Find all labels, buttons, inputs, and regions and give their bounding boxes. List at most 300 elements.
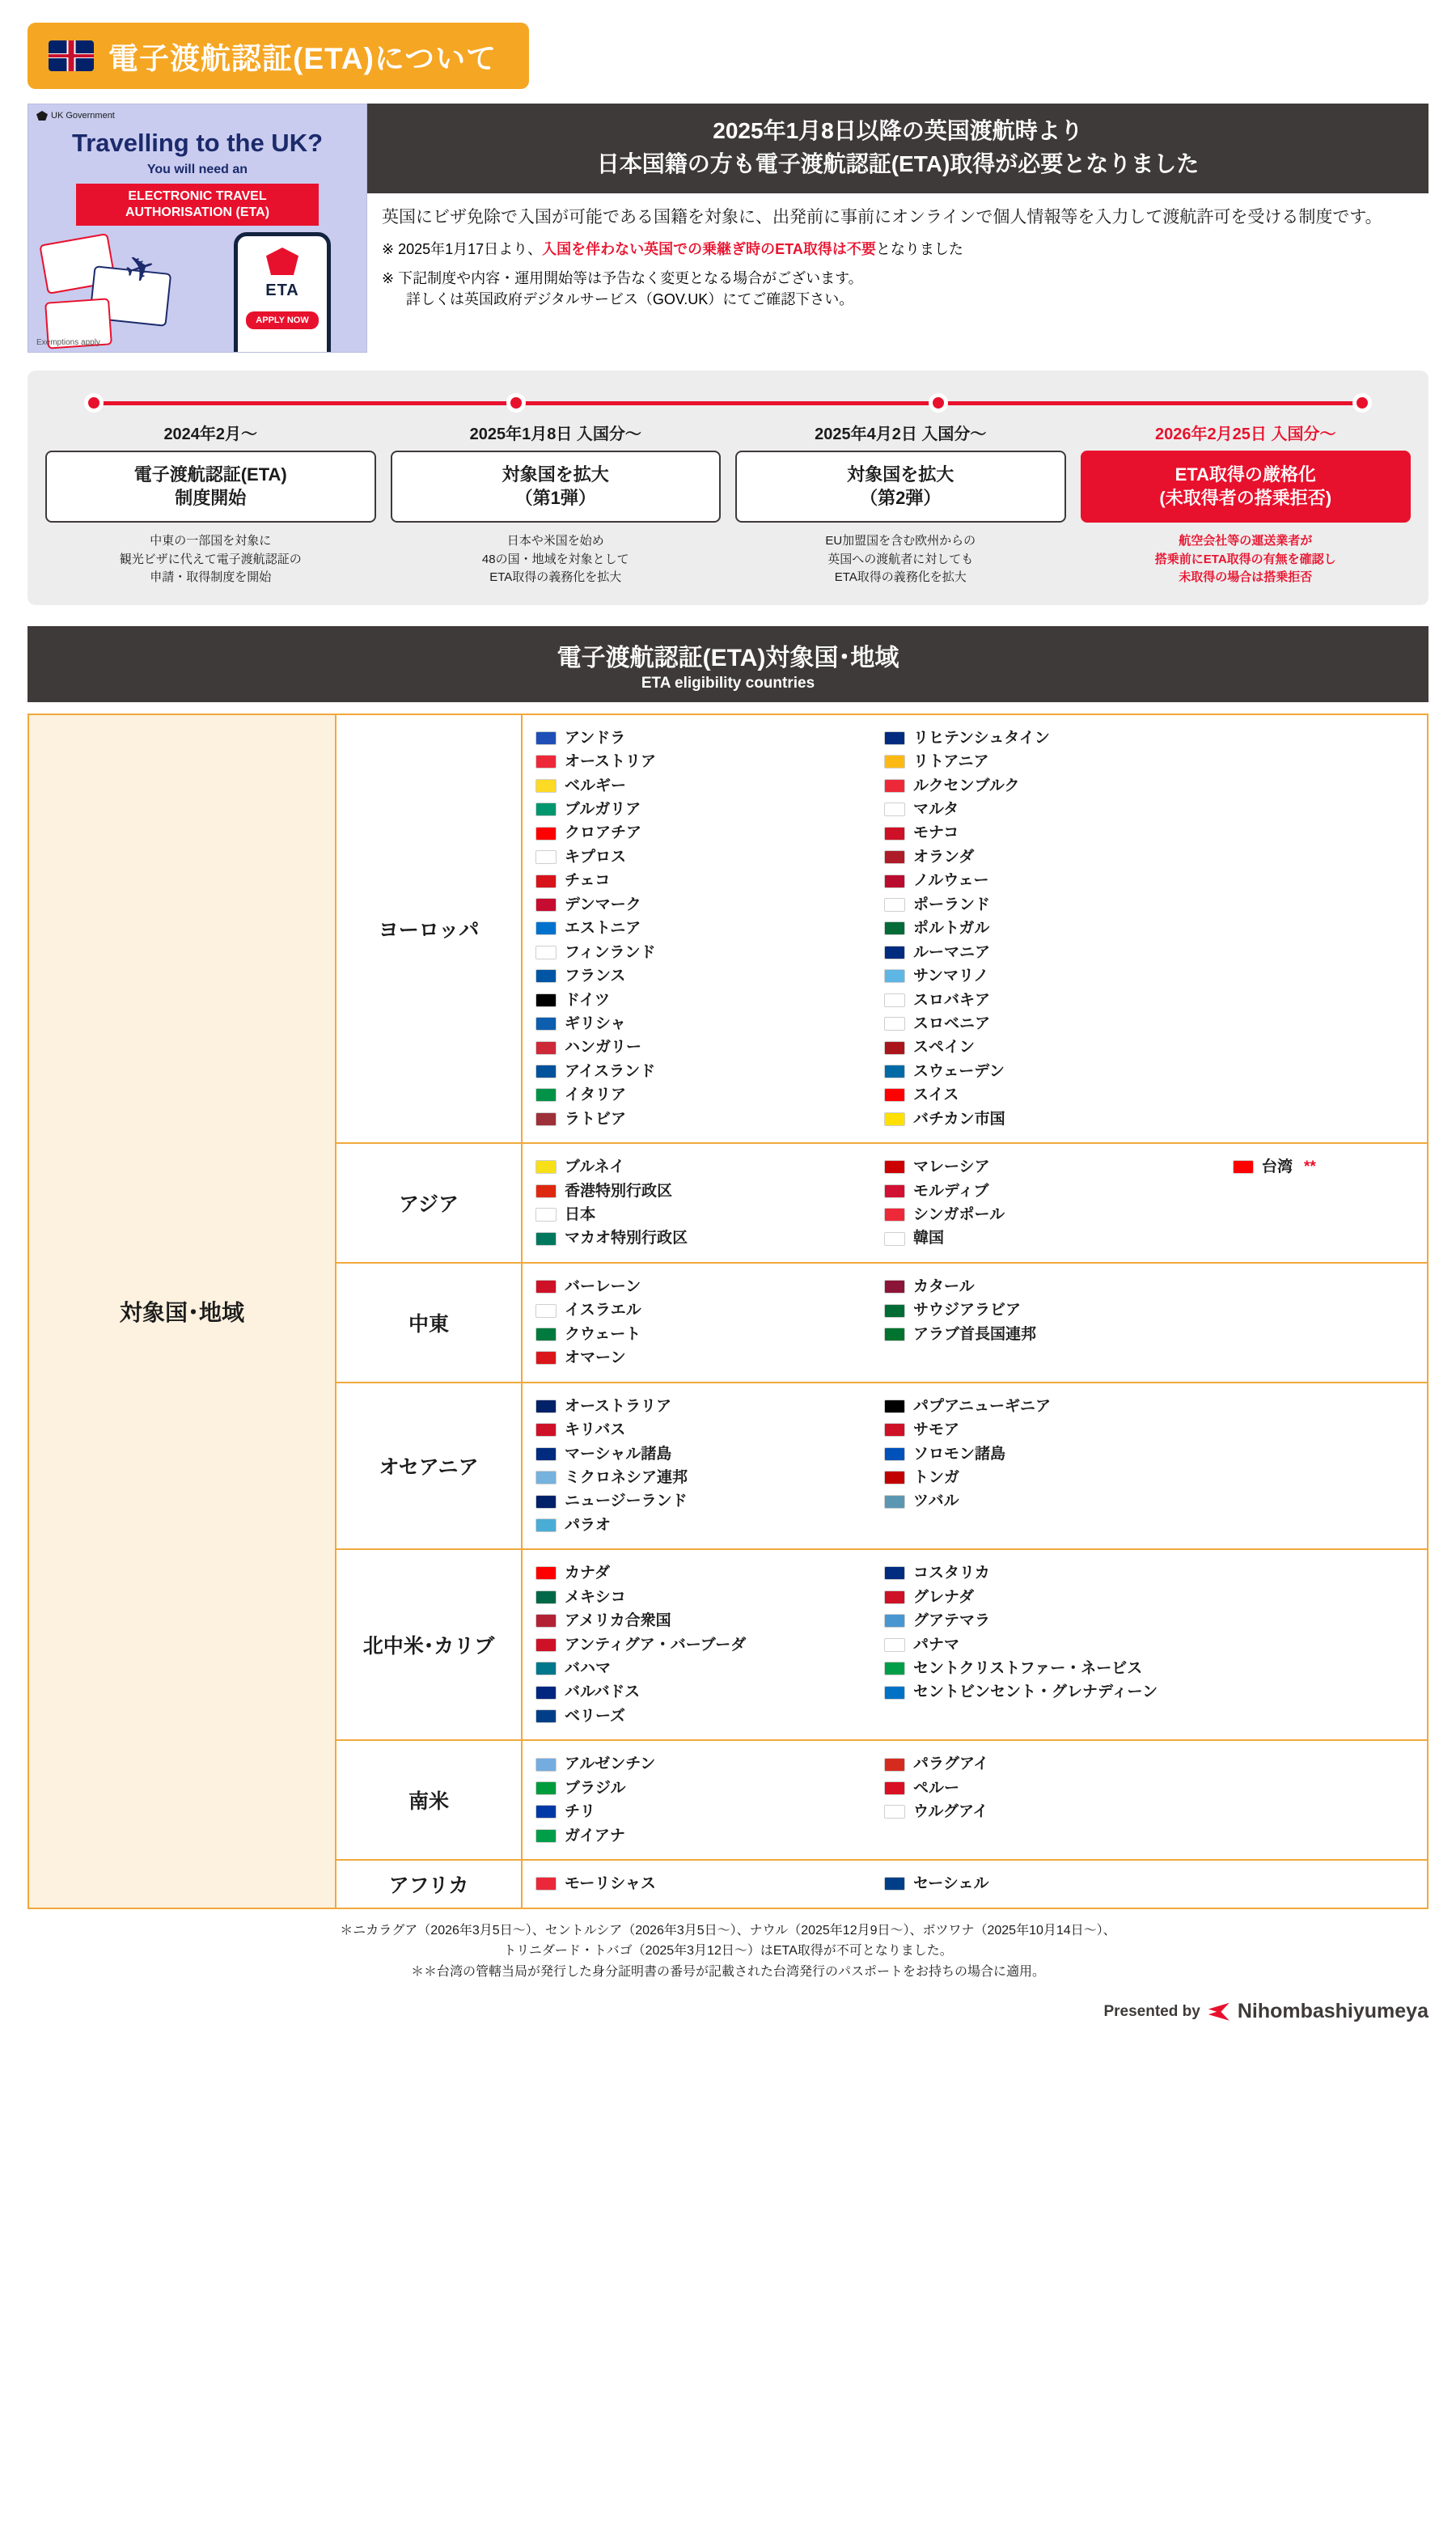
country-flag-icon bbox=[535, 1065, 557, 1078]
timeline-item-2 bbox=[391, 421, 722, 587]
country-item bbox=[884, 1155, 1233, 1179]
country-name: アメリカ合衆国 bbox=[565, 1612, 671, 1630]
table-rows bbox=[336, 715, 1427, 1908]
country-flag-icon bbox=[535, 1400, 557, 1413]
country-name: スロバキア bbox=[913, 991, 991, 1009]
crown-icon bbox=[36, 111, 48, 121]
country-name: マレーシア bbox=[913, 1158, 990, 1176]
country-item bbox=[535, 1514, 884, 1537]
timeline-desc-line1: 中東の一部国を対象に bbox=[150, 534, 272, 548]
country-item bbox=[884, 1012, 1233, 1035]
poster-title: Travelling to the UK? bbox=[71, 129, 324, 157]
country-name: セーシェル bbox=[913, 1875, 989, 1893]
country-item bbox=[884, 774, 1233, 798]
country-name: ラトビア bbox=[565, 1110, 627, 1128]
timeline-dot-4 bbox=[1352, 393, 1372, 413]
country-name: ブルガリア bbox=[565, 801, 641, 818]
country-flag-icon bbox=[884, 1423, 905, 1437]
country-name: パラオ bbox=[565, 1516, 612, 1534]
country-name: パナマ bbox=[913, 1636, 960, 1654]
timeline-dot-3 bbox=[929, 393, 948, 413]
country-name: マーシャル諸島 bbox=[565, 1445, 672, 1463]
country-name: ルクセンブルク bbox=[913, 777, 1020, 794]
country-name: ギリシャ bbox=[565, 1014, 626, 1032]
country-flag-icon bbox=[884, 946, 905, 959]
country-flag-icon bbox=[884, 898, 905, 912]
country-item bbox=[884, 917, 1233, 940]
timeline-desc bbox=[391, 532, 722, 587]
country-flag-icon bbox=[535, 1017, 557, 1031]
country-flag-icon bbox=[884, 921, 905, 935]
country-name: グアテマラ bbox=[913, 1612, 991, 1630]
country-flag-icon bbox=[535, 1877, 557, 1891]
timeline-box-line1: 対象国を拡大 bbox=[502, 464, 609, 485]
region-row bbox=[336, 715, 1427, 1144]
region-row bbox=[336, 1550, 1427, 1741]
country-item bbox=[535, 1323, 884, 1346]
country-flag-icon bbox=[535, 921, 557, 935]
country-flag-icon bbox=[535, 779, 557, 793]
country-item bbox=[535, 869, 884, 892]
country-item bbox=[535, 1275, 884, 1298]
country-flag-icon bbox=[535, 1471, 557, 1484]
country-item bbox=[884, 941, 1233, 964]
country-name: パラグアイ bbox=[913, 1755, 989, 1773]
timeline-box-line2: （第1弾） bbox=[514, 487, 596, 508]
country-item bbox=[884, 1800, 1233, 1823]
timeline-desc-line3: ETA取得の義務化を拡大 bbox=[489, 570, 622, 585]
country-flag-icon bbox=[535, 1781, 557, 1795]
country-name: クロアチア bbox=[565, 824, 642, 842]
brand-logo-icon bbox=[1208, 2003, 1230, 2021]
timeline-box-line1: 電子渡航認証(ETA) bbox=[133, 464, 287, 485]
note-transit bbox=[382, 239, 1414, 260]
country-name: パプアニューギニア bbox=[913, 1397, 1052, 1415]
country-item bbox=[535, 726, 884, 750]
country-name: スウェーデン bbox=[913, 1062, 1005, 1080]
country-name: スペイン bbox=[913, 1039, 976, 1057]
country-flag-icon bbox=[884, 731, 905, 745]
country-flag-icon bbox=[884, 1566, 905, 1580]
country-item bbox=[884, 1777, 1233, 1800]
country-item bbox=[535, 1800, 884, 1823]
country-item bbox=[535, 1633, 884, 1657]
timeline-desc-line2: 観光ビザに代えて電子渡航認証の bbox=[119, 552, 302, 566]
country-flag-icon bbox=[535, 755, 557, 769]
country-item bbox=[535, 893, 884, 917]
country-flag-icon bbox=[884, 779, 905, 793]
country-name: ブルネイ bbox=[565, 1158, 625, 1176]
country-name: ノルウェー bbox=[913, 872, 989, 890]
country-flag-icon bbox=[535, 1351, 557, 1365]
country-flag-icon bbox=[535, 1709, 557, 1723]
brand-name: Nihombashiyumeya bbox=[1237, 2000, 1428, 2023]
country-item bbox=[535, 1609, 884, 1633]
timeline-columns bbox=[45, 421, 1411, 587]
country-name: サウジアラビア bbox=[913, 1302, 1022, 1319]
country-flag-icon bbox=[884, 1041, 905, 1055]
country-flag-icon bbox=[535, 969, 557, 983]
country-name: ドイツ bbox=[565, 991, 611, 1009]
country-name: 韓国 bbox=[913, 1230, 945, 1247]
footnote-line3: ＊＊台湾の管轄当局が発行した身分証明書の番号が記載された台湾発行のパスポートをお持ちの場合に適用。 bbox=[410, 1964, 1045, 1979]
country-flag-icon bbox=[535, 1041, 557, 1055]
country-flag-icon bbox=[884, 827, 905, 841]
country-flag-icon bbox=[535, 1328, 557, 1341]
country-item bbox=[884, 1680, 1233, 1704]
country-flag-icon bbox=[535, 1614, 557, 1628]
country-flag-icon bbox=[535, 731, 557, 745]
poster-gov-label: UK Government bbox=[51, 111, 115, 121]
country-name: ニュージーランド bbox=[565, 1493, 688, 1510]
poster-footnote: Exemptions apply bbox=[36, 338, 100, 347]
poster-band bbox=[76, 184, 319, 226]
timeline-box-line2: （第2弾） bbox=[860, 487, 942, 508]
country-name: キリバス bbox=[565, 1421, 626, 1439]
country-item bbox=[884, 1083, 1233, 1107]
region-row bbox=[336, 1383, 1427, 1551]
country-name: チェコ bbox=[565, 872, 611, 890]
country-flag-icon bbox=[535, 898, 557, 912]
country-column bbox=[535, 1752, 884, 1848]
country-flag-icon bbox=[535, 1112, 557, 1126]
country-column bbox=[535, 1395, 884, 1538]
timeline-box bbox=[45, 451, 376, 523]
country-item bbox=[884, 726, 1233, 750]
section-title-en: ETA eligibility countries bbox=[641, 674, 815, 692]
region-row bbox=[336, 1264, 1427, 1383]
country-item bbox=[884, 1466, 1233, 1489]
country-name: ソロモン諸島 bbox=[913, 1445, 1006, 1463]
country-item bbox=[884, 1275, 1233, 1298]
country-name: バハマ bbox=[565, 1660, 612, 1677]
country-flag-icon bbox=[884, 1662, 905, 1675]
footnote-line2: トリニダード・トバゴ（2025年3月12日〜）はETA取得が不可となりました。 bbox=[503, 1944, 953, 1959]
country-item bbox=[535, 1705, 884, 1728]
region-name: 北中米･カリブ bbox=[336, 1550, 523, 1739]
country-item bbox=[884, 869, 1233, 892]
region-country-list bbox=[523, 1383, 1427, 1549]
country-flag-icon bbox=[884, 1638, 905, 1652]
country-item bbox=[884, 1060, 1233, 1083]
country-flag-icon bbox=[535, 1638, 557, 1652]
country-name: アンドラ bbox=[565, 729, 626, 747]
country-column bbox=[535, 1275, 884, 1370]
phone-mockup bbox=[234, 232, 331, 353]
country-name: イタリア bbox=[565, 1086, 627, 1104]
country-item bbox=[535, 964, 884, 988]
country-name: オーストリア bbox=[565, 753, 657, 771]
country-item bbox=[535, 1179, 884, 1203]
country-flag-icon bbox=[535, 946, 557, 959]
presented-by-label: Presented by bbox=[1103, 2002, 1200, 2020]
country-name: リヒテンシュタイン bbox=[913, 729, 1050, 747]
country-item bbox=[535, 1107, 884, 1131]
country-flag-icon bbox=[884, 1017, 905, 1031]
timeline-item-1 bbox=[45, 421, 376, 587]
country-flag-icon bbox=[884, 1805, 905, 1819]
timeline-desc-line3: 申請・取得制度を開始 bbox=[150, 570, 272, 585]
country-item bbox=[535, 1012, 884, 1035]
country-name: カナダ bbox=[565, 1565, 611, 1582]
country-item bbox=[535, 1226, 884, 1250]
timeline-box bbox=[1081, 451, 1412, 523]
note-disclaimer bbox=[382, 268, 1414, 310]
timeline-desc-line2: 英国への渡航者に対しても bbox=[827, 552, 974, 566]
country-name: サンマリノ bbox=[913, 968, 989, 985]
country-name: バルバドス bbox=[565, 1683, 641, 1701]
country-name: アイスランド bbox=[565, 1062, 656, 1080]
country-item bbox=[884, 1395, 1233, 1418]
country-name: ブラジル bbox=[565, 1779, 626, 1797]
timeline-date: 2025年4月2日 入国分〜 bbox=[815, 426, 987, 443]
country-item bbox=[535, 1466, 884, 1489]
country-name: デンマーク bbox=[565, 896, 641, 913]
country-flag-icon bbox=[884, 993, 905, 1007]
country-name: エストニア bbox=[565, 920, 641, 938]
timeline-box bbox=[391, 451, 722, 523]
country-item bbox=[884, 1203, 1233, 1226]
country-column bbox=[1233, 1155, 1419, 1251]
country-flag-icon bbox=[535, 1686, 557, 1700]
country-flag-icon bbox=[884, 1590, 905, 1604]
country-item bbox=[535, 1442, 884, 1466]
country-flag-icon bbox=[535, 1447, 557, 1461]
timeline-box-line1: ETA取得の厳格化 bbox=[1175, 464, 1316, 485]
country-column bbox=[884, 1275, 1233, 1370]
country-flag-icon bbox=[884, 1447, 905, 1461]
timeline-desc-line1: 日本や米国を始め bbox=[506, 534, 604, 548]
country-name: オマーン bbox=[565, 1349, 626, 1367]
country-name: キプロス bbox=[565, 848, 627, 866]
country-item bbox=[884, 750, 1233, 773]
country-flag-icon bbox=[535, 1304, 557, 1318]
poster-subtitle: You will need an bbox=[146, 163, 248, 176]
country-name: メキシコ bbox=[565, 1588, 626, 1606]
country-name: ベリーズ bbox=[565, 1707, 626, 1725]
country-name: コスタリカ bbox=[913, 1565, 990, 1582]
timeline-desc-line1: 航空会社等の運送業者が bbox=[1179, 534, 1313, 548]
country-item bbox=[535, 845, 884, 869]
country-name: バーレーン bbox=[565, 1277, 641, 1295]
country-flag-icon bbox=[884, 875, 905, 888]
country-flag-icon bbox=[884, 755, 905, 769]
country-item bbox=[535, 1298, 884, 1322]
intro-text-column bbox=[367, 104, 1428, 353]
country-name: リトアニア bbox=[913, 753, 989, 771]
country-flag-icon bbox=[535, 1590, 557, 1604]
country-item bbox=[884, 1226, 1233, 1250]
timeline-date: 2024年2月〜 bbox=[163, 426, 258, 443]
apply-now-button[interactable]: APPLY NOW bbox=[246, 311, 319, 329]
country-name: トンガ bbox=[913, 1468, 960, 1486]
country-item bbox=[884, 1323, 1233, 1346]
country-column bbox=[884, 1155, 1233, 1251]
country-flag-icon bbox=[884, 1471, 905, 1484]
country-name: ガイアナ bbox=[565, 1827, 625, 1844]
region-country-list bbox=[523, 1144, 1427, 1262]
country-column bbox=[535, 1155, 884, 1251]
region-row bbox=[336, 1861, 1427, 1907]
country-item bbox=[884, 1561, 1233, 1585]
country-item bbox=[884, 798, 1233, 821]
country-name: チリ bbox=[565, 1803, 596, 1821]
country-flag-icon bbox=[535, 1566, 557, 1580]
phone-eta-label: ETA bbox=[265, 282, 299, 299]
country-flag-icon bbox=[535, 875, 557, 888]
country-name: イスラエル bbox=[565, 1302, 641, 1319]
country-name: モーリシャス bbox=[565, 1875, 656, 1893]
timeline-item-4 bbox=[1081, 421, 1412, 587]
note-transit-prefix: ※ 2025年1月17日より、 bbox=[382, 240, 543, 257]
poster-artwork bbox=[28, 231, 366, 352]
country-item bbox=[884, 1752, 1233, 1776]
region-name: 中東 bbox=[336, 1264, 523, 1382]
country-flag-icon bbox=[884, 1304, 905, 1318]
table-left-header: 対象国･地域 bbox=[29, 715, 336, 1908]
country-flag-icon bbox=[884, 1614, 905, 1628]
country-item bbox=[1233, 1155, 1419, 1179]
country-name: サモア bbox=[913, 1421, 960, 1439]
country-item bbox=[535, 774, 884, 798]
country-item bbox=[884, 1609, 1233, 1633]
country-flag-icon bbox=[535, 1662, 557, 1675]
timeline-box-line2: (未取得者の搭乗拒否) bbox=[1159, 487, 1332, 508]
country-flag-icon bbox=[535, 803, 557, 816]
country-name: オーストラリア bbox=[565, 1397, 672, 1415]
country-item bbox=[884, 1489, 1233, 1513]
countries-section-title bbox=[28, 626, 1428, 702]
phone-crest-icon bbox=[266, 248, 298, 275]
timeline-desc bbox=[45, 532, 376, 587]
country-name: セントビンセント・グレナディーン bbox=[913, 1683, 1158, 1701]
country-flag-icon bbox=[535, 1208, 557, 1222]
region-country-list bbox=[523, 1550, 1427, 1739]
region-name: オセアニア bbox=[336, 1383, 523, 1549]
timeline-desc-line2: 48の国・地域を対象として bbox=[481, 552, 629, 566]
timeline-date: 2025年1月8日 入国分〜 bbox=[469, 426, 641, 443]
country-name: ルーマニア bbox=[913, 943, 991, 961]
country-column bbox=[884, 1872, 1233, 1895]
country-name: ハンガリー bbox=[565, 1039, 642, 1057]
note-transit-suffix: となりました bbox=[875, 240, 963, 257]
country-name: クウェート bbox=[565, 1325, 641, 1343]
page-header bbox=[28, 23, 529, 89]
country-name: スロベニア bbox=[913, 1014, 991, 1032]
country-item bbox=[884, 1418, 1233, 1442]
country-item bbox=[535, 1824, 884, 1848]
country-item bbox=[884, 893, 1233, 917]
uk-eta-poster bbox=[28, 104, 367, 353]
poster-band-line1: ELECTRONIC TRAVEL bbox=[128, 189, 267, 203]
country-name: アルゼンチン bbox=[565, 1755, 656, 1773]
country-flag-icon bbox=[535, 1280, 557, 1294]
country-flag-icon bbox=[884, 1280, 905, 1294]
country-name: モルディブ bbox=[913, 1182, 989, 1200]
region-country-list bbox=[523, 715, 1427, 1142]
country-flag-icon bbox=[884, 1686, 905, 1700]
country-name: スイス bbox=[913, 1086, 959, 1104]
intro-paragraph: 英国にビザ免除で入国が可能である国籍を対象に、出発前に事前にオンラインで個人情報等を入力して渡航許可を受ける制度です。 bbox=[382, 208, 1382, 227]
country-flag-icon bbox=[884, 1328, 905, 1341]
note-disclaimer-line1: ※ 下記制度や内容・運用開始等は予告なく変更となる場合がございます。 bbox=[382, 269, 863, 286]
country-name: ベルギー bbox=[565, 777, 627, 794]
country-name: マカオ特別行政区 bbox=[565, 1230, 688, 1247]
country-flag-icon bbox=[535, 1184, 557, 1198]
country-column bbox=[535, 726, 884, 1131]
section-title-ja: 電子渡航認証(ETA)対象国･地域 bbox=[557, 644, 899, 671]
footnote-line1: ＊ニカラグア（2026年3月5日〜）、セントルシア（2026年3月5日〜）、ナウル（2025年12月9日〜）、ボツワナ（2025年10月14日〜）、 bbox=[340, 1923, 1116, 1937]
timeline-desc-line3: ETA取得の義務化を拡大 bbox=[834, 570, 967, 585]
note-disclaimer-line2: 詳しくは英国政府デジタルサービス（GOV.UK）にてご確認下さい。 bbox=[406, 290, 854, 307]
country-name: ミクロネシア連邦 bbox=[565, 1468, 688, 1486]
country-flag-icon bbox=[884, 1112, 905, 1126]
country-flag-icon bbox=[1233, 1160, 1254, 1174]
timeline-box-line1: 対象国を拡大 bbox=[847, 464, 954, 485]
country-column bbox=[1233, 1872, 1419, 1895]
country-item bbox=[535, 1872, 884, 1895]
country-flag-icon bbox=[884, 803, 905, 816]
country-column bbox=[1233, 1395, 1419, 1538]
country-column bbox=[1233, 1275, 1419, 1370]
country-item bbox=[884, 964, 1233, 988]
timeline-date: 2026年2月25日 入国分〜 bbox=[1155, 426, 1336, 443]
timeline-box bbox=[735, 451, 1066, 523]
country-name: マルタ bbox=[913, 801, 959, 818]
timeline-section bbox=[28, 371, 1428, 605]
uk-flag-icon bbox=[49, 40, 94, 71]
country-name: ポルトガル bbox=[913, 920, 990, 938]
country-flag-icon bbox=[535, 1160, 557, 1174]
country-flag-icon bbox=[535, 1495, 557, 1509]
country-item bbox=[535, 1752, 884, 1776]
country-flag-icon bbox=[535, 1805, 557, 1819]
country-item bbox=[535, 798, 884, 821]
country-item bbox=[535, 1680, 884, 1704]
country-item bbox=[535, 989, 884, 1012]
country-flag-icon bbox=[884, 1232, 905, 1246]
country-flag-icon bbox=[884, 1208, 905, 1222]
country-item bbox=[535, 1203, 884, 1226]
country-item bbox=[535, 1155, 884, 1179]
region-name: 南米 bbox=[336, 1741, 523, 1859]
country-name: ペルー bbox=[913, 1779, 960, 1797]
country-item bbox=[884, 1657, 1233, 1680]
country-item bbox=[535, 1489, 884, 1513]
country-flag-icon bbox=[884, 969, 905, 983]
timeline-bar bbox=[94, 401, 1362, 405]
headline-line1: 2025年1月8日以降の英国渡航時より bbox=[713, 118, 1083, 143]
country-name: 日本 bbox=[565, 1206, 596, 1223]
country-flag-icon bbox=[884, 1160, 905, 1174]
timeline-desc-line3: 未取得の場合は搭乗拒否 bbox=[1179, 570, 1313, 585]
country-footnote-marker: ** bbox=[1304, 1158, 1316, 1176]
country-item bbox=[884, 1179, 1233, 1203]
country-item bbox=[884, 1442, 1233, 1466]
country-name: 台湾 bbox=[1262, 1158, 1293, 1176]
country-item bbox=[535, 1083, 884, 1107]
airplane-icon: ✈ bbox=[120, 245, 161, 293]
country-name: カタール bbox=[913, 1277, 975, 1295]
country-name: ポーランド bbox=[913, 896, 991, 913]
country-name: フィンランド bbox=[565, 943, 656, 961]
country-column bbox=[535, 1872, 884, 1895]
country-flag-icon bbox=[535, 1829, 557, 1843]
page-title: 電子渡航認証(ETA)について bbox=[108, 42, 497, 75]
country-name: アラブ首長国連邦 bbox=[913, 1325, 1037, 1343]
country-item bbox=[535, 1060, 884, 1083]
timeline-desc-line2: 搭乗前にETA取得の有無を確認し bbox=[1154, 552, 1336, 566]
